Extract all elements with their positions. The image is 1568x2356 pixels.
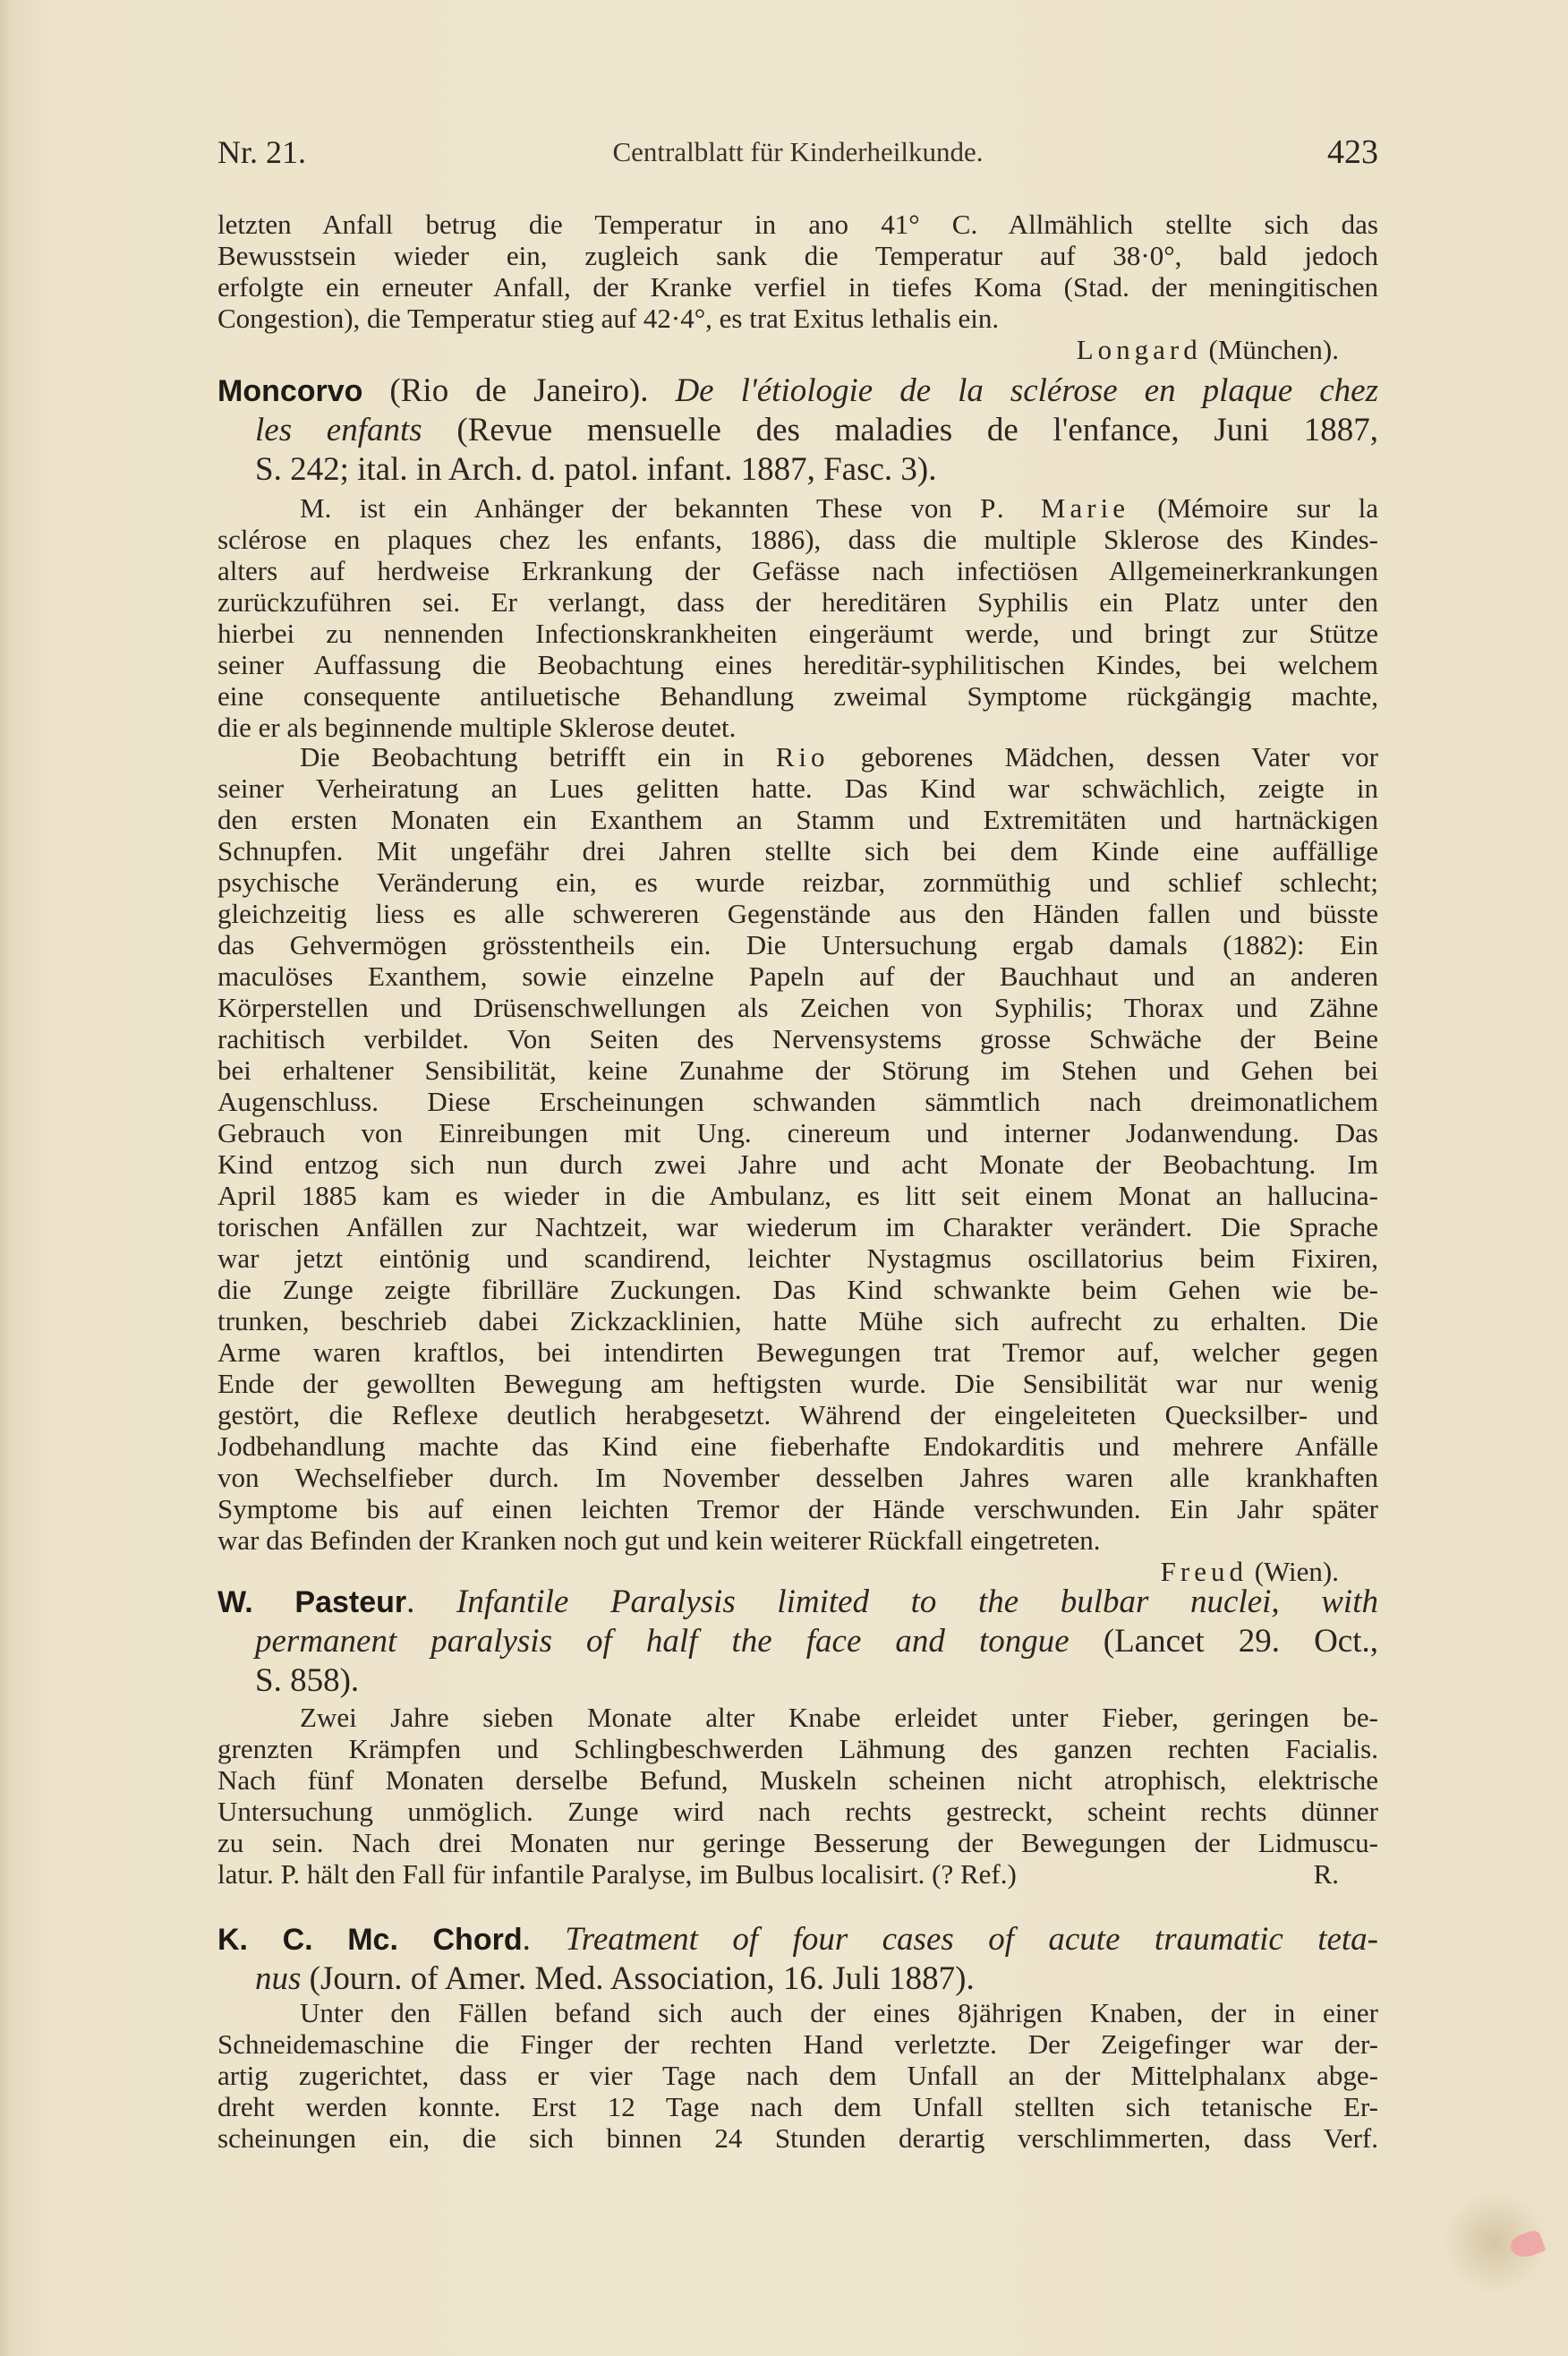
text-line — [217, 1493, 1378, 1524]
text-line — [217, 1274, 1378, 1305]
text-line — [217, 898, 1378, 929]
text-line — [217, 1764, 1378, 1796]
text-line — [217, 929, 1378, 960]
text-line — [217, 1305, 1378, 1336]
article-title: Treatment of four cases of acute traumatic teta- — [565, 1921, 1379, 1958]
author-name: Moncorvo — [217, 374, 363, 408]
spaced-name: Freud — [1160, 1556, 1248, 1587]
spaced-name: P. Marie — [980, 492, 1129, 524]
text-line — [217, 866, 1378, 898]
text-line — [217, 1920, 1378, 1959]
line-text: seiner Verheiratung an Lues gelitten hatte. Das Kind war schwächlich, zeigte in — [217, 773, 1378, 804]
text-line — [217, 1399, 1378, 1430]
text-line — [217, 1023, 1378, 1054]
continued-abstract — [217, 209, 1378, 365]
line-body — [217, 1858, 1314, 1890]
text-line — [217, 1148, 1378, 1180]
line-text: torischen Anfällen zur Nachtzeit, war wiederum im Charakter verändert. Die Sprache — [217, 1211, 1378, 1242]
line-text: Unter den Fällen befand sich auch der eines 8jährigen Knaben, der in einer — [300, 1997, 1378, 2028]
text-line — [217, 712, 1378, 743]
text-line — [217, 555, 1378, 586]
line-text: letzten Anfall betrug die Temperatur in ano 41° C. Allmählich stellte sich das — [217, 209, 1378, 240]
text-line — [217, 303, 1378, 334]
text-segment: S. 858). — [255, 1662, 360, 1699]
text-segment: (Rio de Janeiro). — [362, 372, 676, 409]
line-text: hierbei zu nennenden Infectionskrankheiten eingeräumt werde, und bringt zur Stütze — [217, 618, 1378, 649]
text-line — [217, 741, 1378, 773]
text-segment: S. 242; ital. in Arch. d. patol. infant. 1887, Fasc. 3). — [255, 451, 937, 488]
line-text: Jodbehandlung machte das Kind eine fieberhafte Endokarditis und mehrere Anfälle — [217, 1430, 1378, 1462]
text-line — [217, 1086, 1378, 1117]
text-line — [217, 492, 1378, 524]
article-title: nus — [255, 1960, 302, 1997]
line-text: Körperstellen und Drüsenschwellungen als Zeichen von Syphilis; Thorax und Zähne — [217, 992, 1378, 1023]
line-text: trunken, beschrieb dabei Zickzacklinien, hatte Mühe sich aufrecht zu erhalten. Die — [217, 1305, 1378, 1336]
text-segment: (Mémoire sur la — [1129, 492, 1378, 524]
line-text: gestört, die Reflexe deutlich herabgesetzt. Während der eingeleiteten Quecksilber- und — [217, 1399, 1378, 1430]
text-line — [217, 649, 1378, 680]
text-line — [217, 960, 1378, 992]
article-title: les enfants — [255, 412, 422, 448]
text-line — [217, 2060, 1378, 2091]
citation-mc-chord — [217, 1920, 1378, 1999]
text-line — [217, 1661, 1378, 1701]
text-line — [217, 524, 1378, 555]
text-line — [217, 1054, 1378, 1086]
running-header — [217, 130, 1378, 175]
text-line — [217, 1524, 1378, 1556]
text-line — [217, 586, 1378, 618]
spaced-name: Rio — [775, 741, 830, 773]
text-segment: . — [406, 1583, 456, 1620]
text-line — [217, 1997, 1378, 2028]
text-line — [217, 450, 1378, 490]
line-text: Schneidemaschine die Finger der rechten Hand verletzte. Der Zeigefinger war der- — [217, 2028, 1378, 2060]
line-text: die Zunge zeigte fibrilläre Zuckungen. Das Kind schwankte beim Gehen wie be- — [217, 1274, 1378, 1305]
text-line — [217, 835, 1378, 866]
text-line — [217, 1959, 1378, 1999]
line-text: Gebrauch von Einreibungen mit Ung. cinereum und interner Jodanwendung. Das — [217, 1117, 1378, 1148]
line-text: April 1885 kam es wieder in die Ambulanz, es litt seit einem Monat an hallucina- — [217, 1180, 1378, 1211]
issue-number: Nr. 21. — [217, 134, 306, 170]
journal-title: Centralblatt für Kinderheilkunde. — [612, 136, 984, 167]
line-text: scheinungen ein, die sich binnen 24 Stunden derartig verschlimmerten, dass Verf. — [217, 2122, 1378, 2154]
line-text: grenzten Krämpfen und Schlingbeschwerden Lähmung des ganzen rechten Facialis. — [217, 1733, 1378, 1764]
line-text: maculöses Exanthem, sowie einzelne Papeln auf der Bauchhaut und an anderen — [217, 960, 1378, 992]
text-line — [217, 1622, 1378, 1661]
text-line — [217, 209, 1378, 240]
line-text: war jetzt eintönig und scandirend, leichter Nystagmus oscillatorius beim Fixiren, — [217, 1242, 1378, 1274]
spaced-name: Longard — [1076, 334, 1202, 365]
author-name: K. C. Mc. Chord — [217, 1923, 523, 1957]
text-segment: Die Beobachtung betrifft ein in — [300, 741, 776, 773]
line-text: dreht werden konnte. Erst 12 Tage nach dem Unfall stellten sich tetanische Er- — [217, 2091, 1378, 2122]
abstract-moncorvo-paragraph-2 — [217, 741, 1378, 1587]
text-line — [217, 1242, 1378, 1274]
line-text: bei erhaltener Sensibilität, keine Zunahme der Störung im Stehen und Gehen bei — [217, 1054, 1378, 1086]
line-text: den ersten Monaten ein Exanthem an Stamm und Extremitäten und hartnäckigen — [217, 804, 1378, 835]
abstract-mc-chord — [217, 1997, 1378, 2154]
text-line — [217, 2091, 1378, 2122]
text-line — [217, 271, 1378, 303]
text-segment: (Revue mensuelle des maladies de l'enfance, Juni 1887, — [422, 412, 1378, 448]
line-text: eine consequente antiluetische Behandlung zweimal Symptome rückgängig machte, — [217, 680, 1378, 712]
line-text: zurückzuführen sei. Er verlangt, dass der hereditären Syphilis ein Platz unter den — [217, 586, 1378, 618]
line-text: Congestion), die Temperatur stieg auf 42·4°, es trat Exitus lethalis ein. — [217, 303, 1000, 334]
line-text: latur. P. hält den Fall für infantile Paralyse, im Bulbus localisirt. (? Ref.) — [217, 1858, 1017, 1890]
abstract-moncorvo-paragraph-1 — [217, 492, 1378, 743]
text-segment: M. ist ein Anhänger der bekannten These von — [300, 492, 981, 524]
text-segment: (Lancet 29. Oct., — [1069, 1623, 1378, 1660]
text-line — [217, 1702, 1378, 1733]
page-number: 423 — [1327, 133, 1378, 171]
line-text: die er als beginnende multiple Sklerose deutet. — [217, 712, 737, 743]
reviewer-signature — [217, 334, 1378, 365]
line-text: Ende der gewollten Bewegung am heftigsten wurde. Die Sensibilität war nur wenig — [217, 1368, 1378, 1399]
text-line — [217, 2028, 1378, 2060]
text-line — [217, 371, 1378, 411]
text-line — [217, 804, 1378, 835]
text-line — [217, 1462, 1378, 1493]
line-text: Symptome bis auf einen leichten Tremor der Hände verschwunden. Ein Jahr später — [217, 1493, 1378, 1524]
line-text: alters auf herdweise Erkrankung der Gefässe nach infectiösen Allgemeinerkrankungen — [217, 555, 1378, 586]
citation-pasteur — [217, 1583, 1378, 1701]
text-line — [217, 1117, 1378, 1148]
article-title: De l'étiologie de la sclérose en plaque chez — [675, 372, 1378, 409]
text-line — [217, 1827, 1378, 1858]
line-text: Bewusstsein wieder ein, zugleich sank die Temperatur auf 38·0°, bald jedoch — [217, 240, 1378, 271]
line-text: zu sein. Nach drei Monaten nur geringe Besserung der Bewegungen der Lidmuscu- — [217, 1827, 1378, 1858]
line-text: psychische Veränderung ein, es wurde reizbar, zornmüthig und schlief schlecht; — [217, 866, 1378, 898]
line-text: Zwei Jahre sieben Monate alter Knabe erleidet unter Fieber, geringen be- — [300, 1702, 1378, 1733]
text-line — [217, 680, 1378, 712]
line-text: Nach fünf Monaten derselbe Befund, Muskeln scheinen nicht atrophisch, elektrische — [217, 1764, 1378, 1796]
line-text: Schnupfen. Mit ungefähr drei Jahren stellte sich bei dem Kinde eine auffällige — [217, 835, 1378, 866]
line-text: rachitisch verbildet. Von Seiten des Nervensystems grosse Schwäche der Beine — [217, 1023, 1378, 1054]
text-line — [217, 2122, 1378, 2154]
text-line — [217, 1368, 1378, 1399]
text-segment: (Journ. of Amer. Med. Association, 16. Juli 1887). — [301, 1960, 975, 1997]
line-text: sclérose en plaques chez les enfants, 1886), dass die multiple Sklerose des Kindes- — [217, 524, 1378, 555]
text-segment: geborenes Mädchen, dessen Vater vor — [829, 741, 1378, 773]
line-text: Untersuchung unmöglich. Zunge wird nach rechts gestreckt, scheint rechts dünner — [217, 1796, 1378, 1827]
text-line — [217, 1430, 1378, 1462]
line-text: Arme waren kraftlos, bei intendirten Bewegungen trat Tremor auf, welcher gegen — [217, 1336, 1378, 1368]
article-title: permanent paralysis of half the face and tongue — [255, 1623, 1069, 1660]
line-text: Kind entzog sich nun durch zwei Jahre und acht Monate der Beobachtung. Im — [217, 1148, 1378, 1180]
text-line — [217, 773, 1378, 804]
reviewer-signature: R. — [1313, 1858, 1339, 1890]
text-line — [217, 1583, 1378, 1622]
line-text: seiner Auffassung die Beobachtung eines hereditär-syphilitischen Kindes, bei welchem — [217, 649, 1378, 680]
author-name: W. Pasteur — [217, 1585, 407, 1619]
text-line — [217, 1211, 1378, 1242]
citation-moncorvo — [217, 371, 1378, 490]
abstract-pasteur — [217, 1702, 1378, 1890]
text-segment: (München). — [1201, 334, 1339, 365]
line-text: von Wechselfieber durch. Im November desselben Jahres waren alle krankhaften — [217, 1462, 1378, 1493]
line-text: war das Befinden der Kranken noch gut und kein weiterer Rückfall eingetreten. — [217, 1524, 1101, 1556]
text-line — [217, 992, 1378, 1023]
line-text: erfolgte ein erneuter Anfall, der Kranke verfiel in tiefes Koma (Stad. der meningitischen — [217, 271, 1378, 303]
text-segment: (Wien). — [1247, 1556, 1339, 1587]
text-line — [217, 411, 1378, 450]
text-segment: . — [522, 1921, 566, 1958]
text-line — [217, 1336, 1378, 1368]
text-line — [217, 240, 1378, 271]
line-text: gleichzeitig liess es alle schwereren Gegenstände aus den Händen fallen und büsste — [217, 898, 1378, 929]
text-line — [217, 618, 1378, 649]
text-line — [217, 1796, 1378, 1827]
line-text: Augenschluss. Diese Erscheinungen schwanden sämmtlich nach dreimonatlichem — [217, 1086, 1378, 1117]
line-text: das Gehvermögen grösstentheils ein. Die Untersuchung ergab damals (1882): Ein — [217, 929, 1378, 960]
text-line — [217, 1733, 1378, 1764]
text-line — [217, 1180, 1378, 1211]
article-title: Infantile Paralysis limited to the bulbar nuclei, with — [456, 1583, 1378, 1620]
line-text: artig zugerichtet, dass er vier Tage nach dem Unfall an der Mittelphalanx abge- — [217, 2060, 1378, 2091]
text-line — [217, 1858, 1378, 1890]
